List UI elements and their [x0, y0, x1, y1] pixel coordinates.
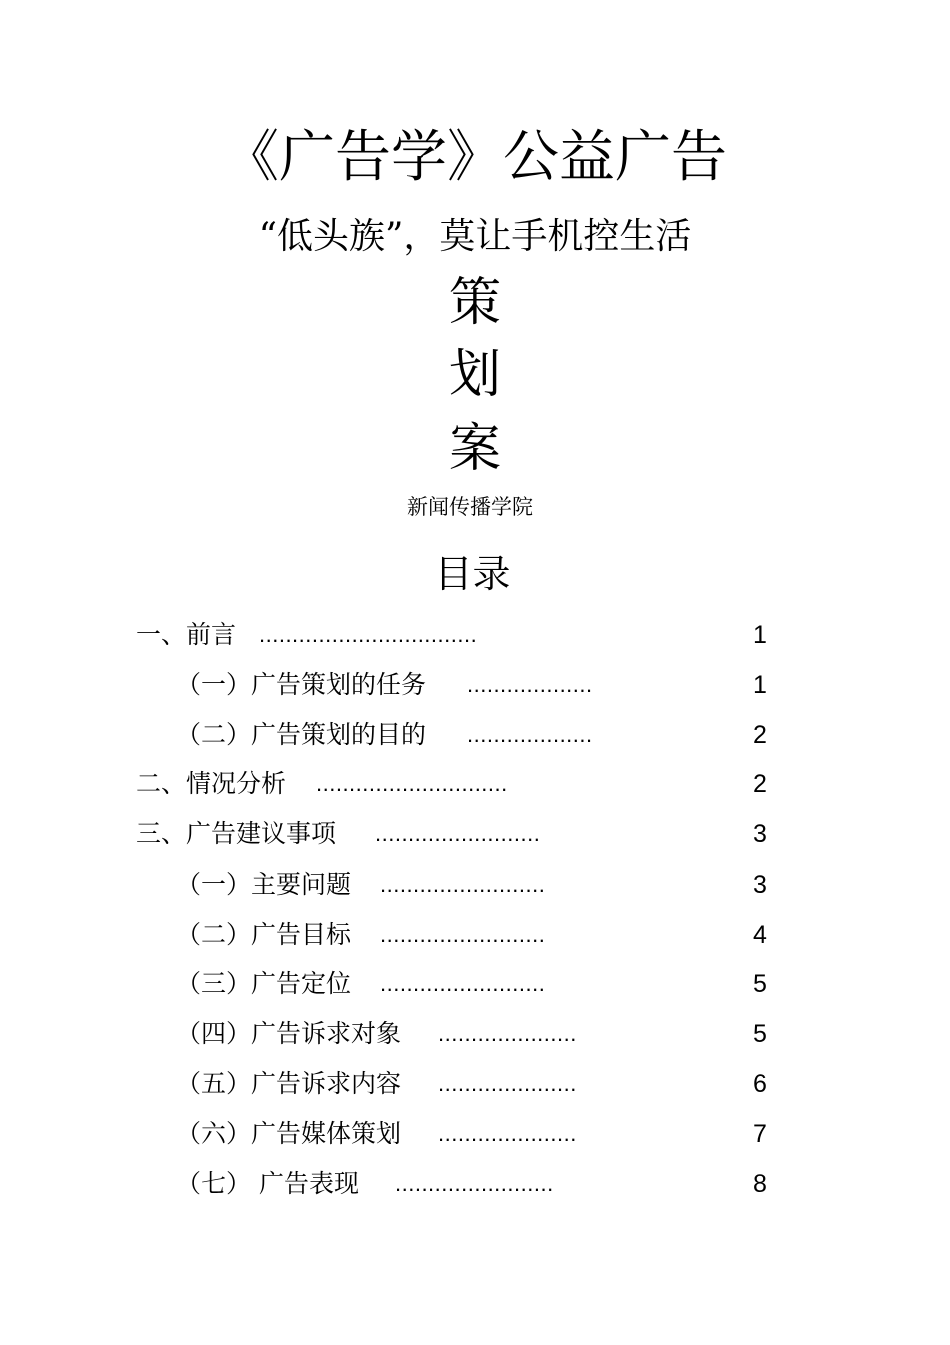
- toc-entry[interactable]: [0, 759, 950, 809]
- toc-entry[interactable]: [0, 1159, 950, 1209]
- toc-entry[interactable]: [0, 1059, 950, 1109]
- document-subtitle: “低头族”，莫让手机控生活: [258, 216, 692, 257]
- toc-entry[interactable]: [0, 660, 950, 710]
- toc-entry-page: 5: [753, 970, 767, 998]
- toc-entry[interactable]: [0, 1109, 950, 1159]
- toc-entry-page: 3: [753, 820, 767, 848]
- toc-entry-page: 2: [753, 770, 767, 798]
- toc-entry[interactable]: [0, 860, 950, 910]
- toc-entry-label: （四）广告诉求对象: [176, 1019, 402, 1048]
- toc-entry-label: 二、情况分析: [136, 769, 287, 798]
- vertical-title-char: 划: [448, 345, 501, 405]
- toc-entry-label: （七） 广告表现: [176, 1169, 359, 1198]
- toc-entry-leader: .....................: [438, 1071, 577, 1096]
- school-name: 新闻传播学院: [407, 495, 533, 519]
- toc-entry-label: （一）广告策划的任务: [176, 670, 427, 699]
- toc-entry-page: 3: [753, 871, 767, 899]
- toc-entry-page: 7: [753, 1120, 767, 1148]
- toc-entry[interactable]: [0, 910, 950, 960]
- toc-entry-page: 6: [753, 1070, 767, 1098]
- toc-entry-leader: .............................: [316, 771, 508, 796]
- toc-entry[interactable]: [0, 1009, 950, 1059]
- toc-entry[interactable]: [0, 610, 950, 660]
- toc-entry-leader: .........................: [380, 971, 546, 996]
- toc-heading: 目录: [434, 552, 511, 596]
- vertical-title-char: 策: [448, 273, 501, 333]
- toc-entry-page: 1: [753, 671, 767, 699]
- toc-entry[interactable]: [0, 809, 950, 859]
- toc-entry-label: （五）广告诉求内容: [176, 1069, 402, 1098]
- toc-entry-leader: ...................: [467, 722, 593, 747]
- toc-entry-label: （二）广告目标: [176, 920, 352, 949]
- toc-entry-label: 一、前言: [136, 620, 237, 649]
- toc-entry-page: 2: [753, 721, 767, 749]
- toc-entry-leader: ...................: [467, 672, 593, 697]
- toc-entry-leader: ........................: [395, 1171, 554, 1196]
- toc-entry-label: （三）广告定位: [176, 969, 352, 998]
- toc-entry-page: 5: [753, 1020, 767, 1048]
- toc-entry-page: 4: [753, 921, 767, 949]
- toc-entry-leader: .....................: [438, 1121, 577, 1146]
- toc-entry-leader: .........................: [380, 922, 546, 947]
- toc-entry-leader: .................................: [259, 622, 478, 647]
- vertical-title-char: 案: [448, 419, 501, 479]
- toc-entry-leader: .....................: [438, 1021, 577, 1046]
- toc-entry-label: （二）广告策划的目的: [176, 720, 427, 749]
- toc-entry-label: 三、广告建议事项: [136, 819, 337, 848]
- document-title: 《广告学》公益广告: [223, 125, 727, 190]
- toc-entry[interactable]: [0, 959, 950, 1009]
- toc-entry-leader: .........................: [375, 821, 541, 846]
- toc-entry-page: 1: [753, 621, 767, 649]
- toc-entry-label: （一）主要问题: [176, 870, 352, 899]
- toc-entry[interactable]: [0, 710, 950, 760]
- toc-entry-leader: .........................: [380, 872, 546, 897]
- toc-entry-label: （六）广告媒体策划: [176, 1119, 402, 1148]
- toc-entry-page: 8: [753, 1170, 767, 1198]
